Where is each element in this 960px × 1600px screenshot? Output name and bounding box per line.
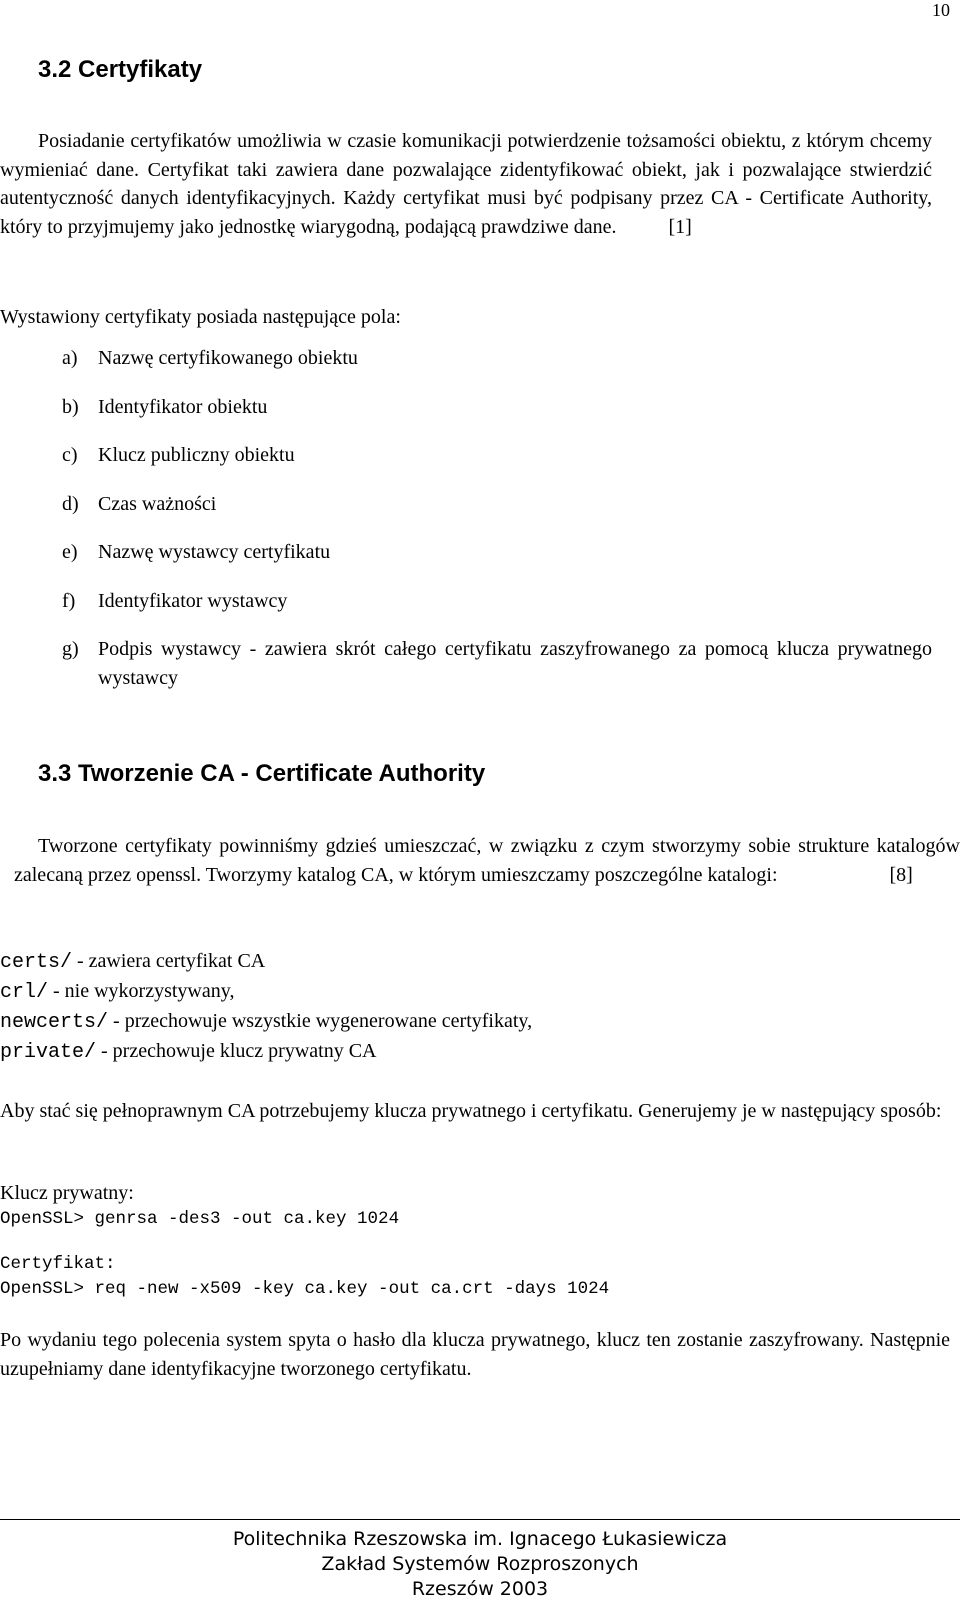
po-wydaniu-paragraph: Po wydaniu tego polecenia system spyta o hasło dla klucza prywatnego, klucz ten zostanie zaszyfrowany. Następnie uzupełniamy dane identyfikacyjne tworzonego certyfikatu. — [0, 1329, 950, 1380]
cert-label: Certyfikat: — [0, 1254, 116, 1274]
list-letter: e) — [62, 541, 78, 563]
list-item — [62, 393, 932, 422]
list-text: Identyfikator wystawcy — [98, 590, 288, 612]
key-command: OpenSSL> genrsa -des3 -out ca.key 1024 — [0, 1209, 400, 1229]
page-number: 10 — [932, 0, 950, 20]
directory-item — [0, 980, 234, 1004]
list-text: Nazwę wystawcy certyfikatu — [98, 541, 331, 563]
list-item — [62, 635, 932, 692]
footer-divider — [0, 1519, 960, 1520]
list-letter: a) — [62, 347, 78, 369]
list-text: Podpis wystawcy - zawiera skrót całego certyfikatu zaszyfrowanego za pomocą klucza prywatnego wystawcy — [98, 638, 932, 689]
directory-desc: - przechowuje wszystkie wygenerowane certyfikaty, — [108, 1010, 533, 1032]
footer-university: Politechnika Rzeszowska im. Ignacego Łukasiewicza — [232, 1528, 728, 1550]
list-item — [62, 490, 932, 519]
citation: [8] — [889, 863, 913, 886]
section-heading-tworzenie-ca: 3.3 Tworzenie CA - Certificate Authority — [38, 760, 486, 787]
paragraph-text: Posiadanie certyfikatów umożliwia w czasie komunikacji potwierdzenie tożsamości obiektu, z którym chcemy wymieniać dane. Certyfikat taki zawiera dane pozwalające zidentyfikować obiekt, jak i pozwalające stwierdzić autentyczność danych identyfikacyjnych. Każdy certyfikat musi być podpisany przez CA - Certificate Authority, który to przyjmujemy jako jednostkę wiarygodną, podającą prawdziwe dane. — [0, 130, 932, 238]
list-text: Identyfikator obiektu — [98, 396, 268, 418]
list-item — [62, 538, 932, 567]
citation: [1] — [668, 215, 692, 238]
footer-department: Zakład Systemów Rozproszonych — [321, 1553, 639, 1575]
list-letter: c) — [62, 444, 78, 466]
directory-item — [0, 1040, 376, 1064]
list-letter: f) — [62, 590, 76, 612]
directory-name: certs/ — [0, 951, 73, 974]
list-letter: g) — [62, 638, 79, 660]
directory-item — [0, 950, 265, 974]
list-text: Klucz publiczny obiektu — [98, 444, 295, 466]
list-text: Czas ważności — [98, 493, 217, 515]
directory-name: crl/ — [0, 981, 49, 1004]
directory-item — [0, 1010, 532, 1034]
footer-place-year: Rzeszów 2003 — [411, 1578, 549, 1600]
directory-name: private/ — [0, 1041, 97, 1064]
list-text: Nazwę certyfikowanego obiektu — [98, 347, 358, 369]
tworzenie-ca-paragraph — [14, 832, 960, 889]
list-letter: b) — [62, 396, 79, 418]
paragraph-text: Tworzone certyfikaty powinniśmy gdzieś umieszczać, w związku z czym stworzymy sobie strukture katalogów zalecaną przez openssl. Tworzymy katalog CA, w którym umieszczamy poszczególne katalogi: — [14, 835, 960, 886]
section-heading-certyfikaty: 3.2 Certyfikaty — [38, 56, 203, 83]
certyfikaty-intro-paragraph — [0, 127, 932, 241]
list-item — [62, 587, 932, 616]
generowanie-paragraph: Aby stać się pełnoprawnym CA potrzebujemy klucza prywatnego i certyfikatu. Generujemy je w następujący sposób: — [0, 1100, 942, 1122]
directory-desc: - zawiera certyfikat CA — [72, 950, 266, 972]
key-label: Klucz prywatny: — [0, 1182, 134, 1204]
list-item — [62, 344, 932, 373]
directory-desc: - przechowuje klucz prywatny CA — [96, 1040, 377, 1062]
list-item — [62, 441, 932, 470]
list-letter: d) — [62, 493, 79, 515]
directory-desc: - nie wykorzystywany, — [48, 980, 235, 1002]
directory-name: newcerts/ — [0, 1011, 109, 1034]
cert-command: OpenSSL> req -new -x509 -key ca.key -out ca.crt -days 1024 — [0, 1279, 610, 1299]
fields-intro: Wystawiony certyfikaty posiada następujące pola: — [0, 306, 401, 328]
